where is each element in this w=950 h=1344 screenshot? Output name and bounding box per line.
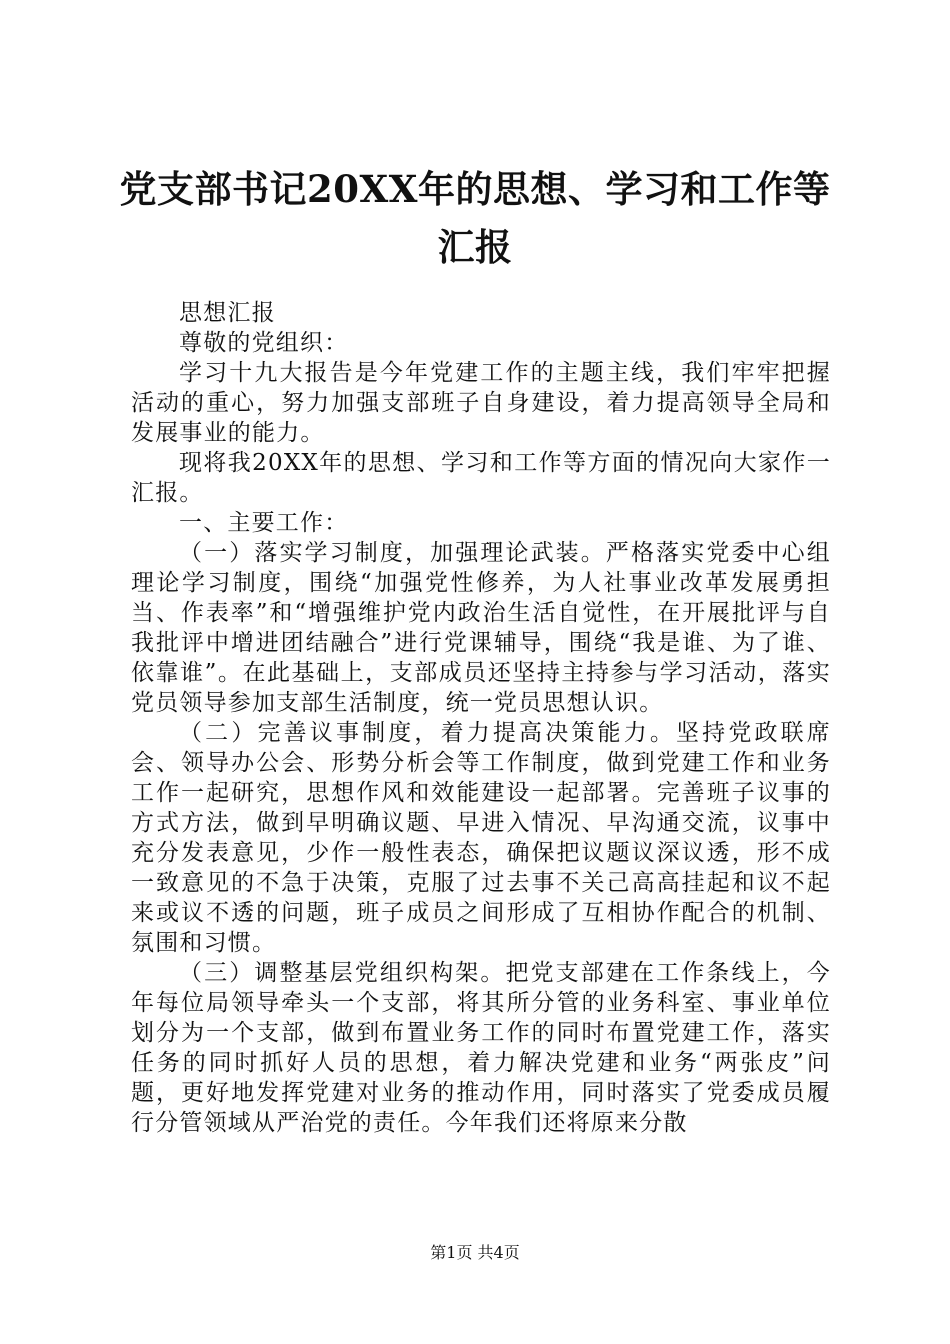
body-paragraph: 学习十九大报告是今年党建工作的主题主线，我们牢牢把握活动的重心，努力加强支部班子自身建设，着力提高领导全局和发展事业的能力。 <box>131 360 831 446</box>
section-heading: 一、主要工作： <box>179 510 349 536</box>
page-footer: 第1页 共4页 <box>430 1243 520 1262</box>
body-paragraph: （二）完善议事制度，着力提高决策能力。坚持党政联席会、领导办公会、形势分析会等工作制度，做到党建工作和业务工作一起研究，思想作风和效能建设一起部署。完善班子议事的方式方法，做到早明确议题、早进入情况、早沟通交流，议事中充分发表意见，少作一般性表态，确保把议题议深议透，形不成一致意见的不急于决策，克服了过去事不关己高高挂起和议不起来或议不透的问题，班子成员之间形成了互相协作配合的机制、氛围和习惯。 <box>131 720 831 956</box>
document-body <box>131 298 831 1138</box>
body-paragraph: （三）调整基层党组织构架。把党支部建在工作条线上，今年每位局领导牵头一个支部，将其所分管的业务科室、事业单位划分为一个支部，做到布置业务工作的同时布置党建工作，落实任务的同时抓好人员的思想，着力解决党建和业务“两张皮”问题，更好地发挥党建对业务的推动作用，同时落实了党委成员履行分管领域从严治党的责任。今年我们还将原来分散 <box>131 960 831 1136</box>
section-heading: 思想汇报 <box>179 300 276 326</box>
salutation: 尊敬的党组织： <box>179 330 349 356</box>
body-paragraph: 现将我20XX年的思想、学习和工作等方面的情况向大家作一汇报。 <box>131 450 831 506</box>
document-title: 党支部书记20XX年的思想、学习和工作等汇报 <box>119 167 831 269</box>
body-paragraph: （一）落实学习制度，加强理论武装。严格落实党委中心组理论学习制度，围绕“加强党性修养，为人社事业改革发展勇担当、作表率”和“增强维护党内政治生活自觉性，在开展批评与自我批评中增进团结融合”进行党课辅导，围绕“我是谁、为了谁、依靠谁”。在此基础上，支部成员还坚持主持参与学习活动，落实党员领导参加支部生活制度，统一党员思想认识。 <box>131 540 831 716</box>
